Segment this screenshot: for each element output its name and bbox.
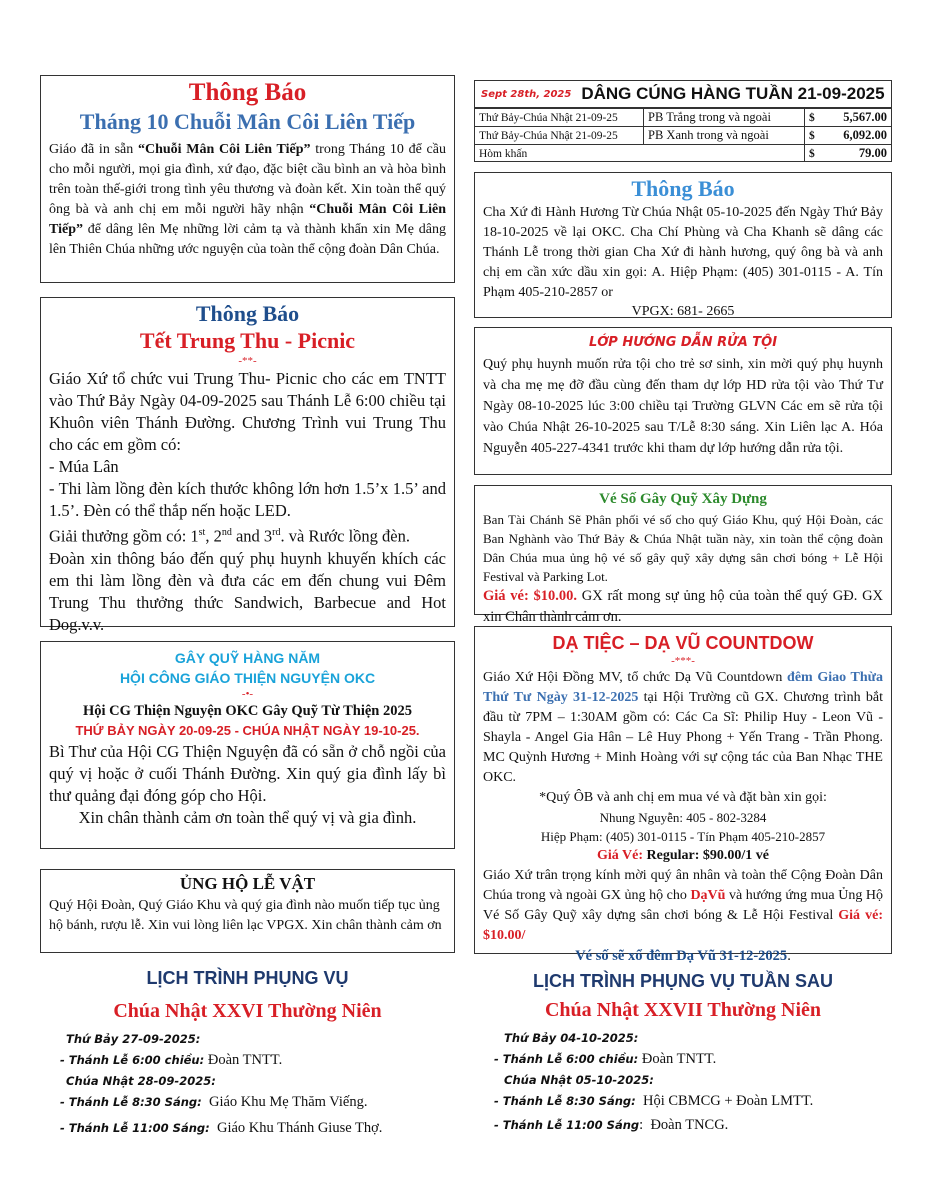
pilgrimage-notice xyxy=(474,172,892,318)
lottery-fundraiser xyxy=(474,485,892,625)
schedule-mass-sunday-1100: - Thánh Lễ 11:00 Sáng: Giáo Khu Thánh Giuse Thợ. xyxy=(60,1120,383,1136)
baptism-title: LỚP HƯỚNG DẪN RỬA TỘI xyxy=(588,335,778,350)
picnic-separator: -**- xyxy=(238,355,257,367)
countdown-draw: Vé số sẽ xổ đêm Dạ Vũ 31-12-2025. xyxy=(575,948,791,964)
lottery-title: Vé Số Gây Quỹ Xây Dựng xyxy=(599,491,767,507)
picnic-closing: Đoàn xin thông báo đến quý phụ huynh khuyến khích các em thi làm lồng đèn và đưa các em đến chung vui Đêm Trung Thu thưởng thức Sandwich, Barbecue and Hot Dog.v.v. xyxy=(49,548,446,634)
schedule-next-week xyxy=(474,968,892,1136)
offering-title: ỦNG HỘ LỄ VẬT xyxy=(179,874,316,893)
charity-body: Bì Thư của Hội CG Thiện Nguyện đã có sẵn ở chỗ ngồi của quý vị hoặc ở cuối Thánh Đường. Xin quý gia đình lấy bì thư quảng đại đóng góp cho Hội. xyxy=(49,742,446,805)
charity-heading-1: GÂY QUỸ HÀNG NĂM xyxy=(174,650,321,666)
picnic-title: Thông Báo xyxy=(195,301,300,326)
charity-dates: THỨ BẢY NGÀY 20-09-25 - CHÚA NHẬT NGÀY 19-10-25. xyxy=(75,723,420,738)
schedule-next-mass-sunday-830: - Thánh Lễ 8:30 Sáng: Hội CBMCG + Đoàn LMTT. xyxy=(494,1093,814,1109)
table-row: Hòm khấn $ 79.00 xyxy=(475,145,891,163)
charity-separator: -•- xyxy=(241,688,254,700)
schedule-next-day-sunday: Chúa Nhật 05-10-2025: xyxy=(504,1073,654,1087)
schedule-next-title: LỊCH TRÌNH PHỤNG VỤ TUẦN SAU xyxy=(533,971,833,991)
schedule-next-day-saturday: Thứ Bảy 04-10-2025: xyxy=(504,1031,639,1045)
table-row: Thứ Bảy-Chúa Nhật 21-09-25 PB Trắng trong và ngoài $ 5,567.00 xyxy=(475,109,891,127)
charity-heading-2: HỘI CÔNG GIÁO THIỆN NGUYỆN OKC xyxy=(119,670,376,686)
table-row: Thứ Bảy-Chúa Nhật 21-09-25 PB Xanh trong và ngoài $ 6,092.00 xyxy=(475,127,891,145)
rosary-subtitle: Tháng 10 Chuỗi Mân Côi Liên Tiếp xyxy=(79,109,416,134)
charity-fundraiser xyxy=(40,641,455,849)
lottery-price: Giá vé: $10.00. GX rất mong sự ủng hộ của toàn thể quý GĐ. GX xin Chân thành cảm ơn. xyxy=(483,588,884,625)
weekly-donations xyxy=(474,80,892,162)
countdown-title: DẠ TIỆC – DẠ VŨ COUNTDOW xyxy=(552,633,814,653)
baptism-body: Quý phụ huynh muốn rửa tội cho trẻ sơ sinh, xin mời quý phụ huynh và cha mẹ mẹ đỡ đầu cùng đến tham dự lớp HD rửa tội vào Thứ Tư Ngày 08-10-2025 lúc 3:00 chiều tại Trường GLVN Các em sẽ rửa tội vào Chúa Nhật 26-10-2025 sau T/Lễ 8:30 sáng. Xin Liên lạc A. Hóa Nguyễn 405-227-4341 trước khi tham dự lớp hướng dẫn rửa tội. xyxy=(483,357,883,456)
offering-body: Quý Hội Đoàn, Quý Giáo Khu và quý gia đình nào muốn tiếp tục ủng hộ bánh, rượu lễ. Xin vui lòng liên lạc VPGX. Xin chân thành cảm ơn xyxy=(49,898,442,933)
countdown-phone-2: Hiệp Phạm: (405) 301-0115 - Tín Phạm 405-210-2857 xyxy=(540,829,826,844)
donations-header xyxy=(475,81,891,108)
picnic-notice xyxy=(40,297,455,634)
schedule-next-subtitle: Chúa Nhật XXVII Thường Niên xyxy=(544,999,822,1021)
rosary-body: Giáo đã in sẵn “Chuỗi Mân Côi Liên Tiếp” trong Tháng 10 để cầu cho mỗi người, mọi gia đình, xứ đạo, đặc biệt cầu bình an và hòa bình trên toàn thế-giới trong tình yêu thương và đoàn kết. Xin toàn thể quý ông bà và anh chị em mỗi người hãy nhận “Chuỗi Mân Côi Liên Tiếp” để dâng lên Mẹ những lời cảm tạ và thành khẩn xin Mẹ dâng lên Thiên Chúa những ước nguyện của toàn thể cộng đoàn Dân Chúa. xyxy=(49,142,447,257)
schedule-title: LỊCH TRÌNH PHỤNG VỤ xyxy=(146,968,349,988)
picnic-prizes: Giải thưởng gồm có: 1st, 2nd and 3rd. và Rước lồng đèn. xyxy=(49,526,410,546)
schedule-next-list xyxy=(474,1028,892,1136)
donations-table xyxy=(475,108,891,162)
countdown-gala xyxy=(474,626,892,964)
picnic-subtitle: Tết Trung Thu - Picnic xyxy=(139,328,356,353)
rosary-title: Thông Báo xyxy=(188,79,307,106)
schedule-mass-sunday-830: - Thánh Lễ 8:30 Sáng: Giáo Khu Mẹ Thăm Viếng. xyxy=(60,1094,368,1110)
countdown-contact: *Quý ÔB và anh chị em mua vé và đặt bàn xin gọi: xyxy=(539,790,827,805)
pilgrimage-office-phone: VPGX: 681- 2665 xyxy=(631,304,735,319)
countdown-details: Giáo Xứ Hội Đồng MV, tổ chức Dạ Vũ Countdown đêm Giao Thừa Thứ Tư Ngày 31-12-2025 tại Hội Trường cũ GX. Chương trình bắt đầu từ 7PM – 1:30AM gồm có: Các Ca Sĩ: Philip Huy - Leon Vũ - Shayla - Angel Gia Hân – Lê Huy Phong + Yến Trang - Trần Phong. MC Quỳnh Hương + Minh Hoàng với sự cộng tác của Ban Nhạc THE OKC. xyxy=(483,670,884,785)
picnic-intro: Giáo Xứ tổ chức vui Trung Thu- Picnic cho các em TNTT vào Thứ Bảy Ngày 04-09-2025 sau Thánh Lễ 6:00 chiều tại Khuôn viên Thánh Đường. Chương Trình vui Trung Thu cho các em gồm có: xyxy=(49,369,446,454)
countdown-separator: -***- xyxy=(671,655,695,667)
donations-title: DÂNG CÚNG HÀNG TUẦN 21-09-2025 xyxy=(581,84,885,103)
schedule-next-mass-sunday-1100: - Thánh Lễ 11:00 Sáng: Đoàn TNCG. xyxy=(494,1117,729,1133)
schedule-this-week xyxy=(40,965,455,1139)
rosary-notice xyxy=(40,75,455,283)
countdown-invitation: Giáo Xứ trân trọng kính mời quý ân nhân và toàn thể Cộng Đoàn Dân Chúa trong và ngoài GX ủng hộ cho DạVũ và hướng ứng mua Ủng Hộ Vé Số Gây Quỹ xây dựng sân chơi bóng & Lễ Hội Festival Giá vé: $10.00/ xyxy=(483,868,883,943)
pilgrimage-title: Thông Báo xyxy=(631,176,735,201)
schedule-next-mass-saturday: - Thánh Lễ 6:00 chiều: Đoàn TNTT. xyxy=(494,1051,717,1067)
lottery-body: Ban Tài Chánh Sẽ Phân phối vé số cho quý Giáo Khu, quý Hội Đoàn, các Ban Nghành vào Thứ Bảy & Chúa Nhật tuần này, xin toàn thể cộng đoàn Dân Chúa mua ủng hộ vé số gây quỹ xây dựng sân chơi bóng + Lễ Hội Festival và Parking Lot. xyxy=(483,512,883,584)
schedule-day-sunday: Chúa Nhật 28-09-2025: xyxy=(66,1074,216,1088)
countdown-phone-1: Nhung Nguyễn: 405 - 802-3284 xyxy=(599,810,767,825)
pilgrimage-body: Cha Xứ đi Hành Hương Từ Chúa Nhật 05-10-2025 đến Ngày Thứ Bảy 18-10-2025 về lại OKC. Cha Chí Phùng và Cha Khanh sẽ dâng các Thánh Lễ trong thời gian Cha Xứ đi hành hương, quý ông bà và anh chị em cần xức dầu xin gọi: A. Hiệp Phạm: (405) 301-0115 - A. Tín Phạm 405-210-2857 or xyxy=(483,205,883,300)
picnic-body xyxy=(41,368,454,636)
picnic-item-1: - Múa Lân xyxy=(49,457,119,476)
donations-tag: Sept 28th, 2025 xyxy=(481,88,572,100)
schedule-subtitle: Chúa Nhật XXVI Thường Niên xyxy=(113,1000,382,1022)
countdown-ticket-price: Giá Vé: Regular: $90.00/1 vé xyxy=(597,848,769,863)
offering-support xyxy=(40,869,455,953)
schedule-mass-saturday: - Thánh Lễ 6:00 chiều: Đoàn TNTT. xyxy=(60,1052,283,1068)
charity-thanks: Xin chân thành cảm ơn toàn thể quý vị và gia đình. xyxy=(78,808,417,827)
baptism-class xyxy=(474,327,892,475)
schedule-day-saturday: Thứ Bảy 27-09-2025: xyxy=(66,1032,201,1046)
charity-line-1: Hội CG Thiện Nguyện OKC Gây Quỹ Từ Thiện 2025 xyxy=(83,703,412,719)
picnic-item-2: - Thi làm lồng đèn kích thước không lớn hơn 1.5’x 1.5’ and 1.5’. Đèn có thể thắp nến hoặc LED. xyxy=(49,479,446,520)
schedule-list xyxy=(40,1029,455,1139)
